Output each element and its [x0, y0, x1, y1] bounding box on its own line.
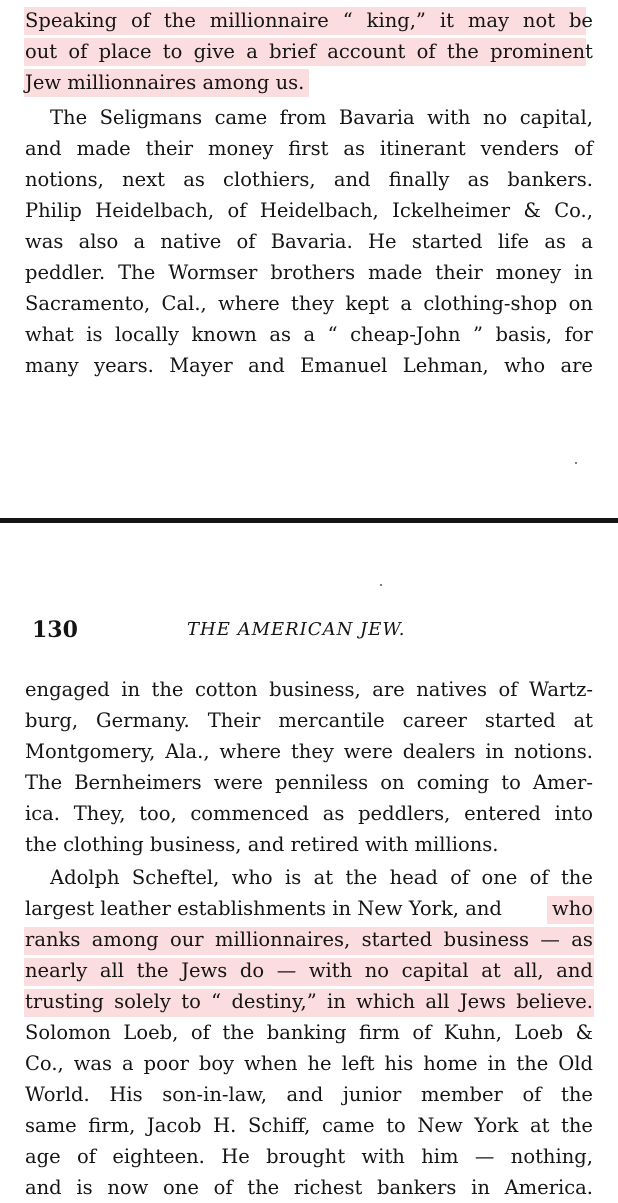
paragraph-line: Philip Heidelbach, of Heidelbach, Ickelheimer & Co.,: [25, 199, 593, 222]
paragraph-line: [25, 893, 593, 924]
paragraph-line: Montgomery, Ala., where they were dealers in notions.: [25, 740, 593, 763]
paragraph-line: Solomon Loeb, of the banking firm of Kuhn, Loeb &: [25, 1021, 593, 1044]
line-text: largest leather establishments in New York, and: [25, 897, 502, 920]
scan-speck: [380, 584, 382, 586]
paragraph-line: peddler. The Wormser brothers made their money in: [25, 261, 593, 284]
highlighted-text: who: [552, 897, 593, 920]
paragraph-line: age of eighteen. He brought with him — nothing,: [25, 1145, 593, 1168]
paragraph-line: ranks among our millionnaires, started business — as: [25, 928, 593, 951]
paragraph-line: World. His son-in-law, and junior member of the: [25, 1083, 593, 1106]
paragraph-line: Sacramento, Cal., where they kept a clothing-shop on: [25, 292, 593, 315]
paragraph-line: The Bernheimers were penniless on coming to Amer-: [25, 771, 593, 794]
running-title: THE AMERICAN JEW.: [187, 619, 406, 640]
paragraph-line: Speaking of the millionnaire “ king,” it may not be: [25, 9, 593, 32]
paragraph-line: and is now one of the richest bankers in America.: [25, 1176, 593, 1199]
paragraph-line: The Seligmans came from Bavaria with no capital,: [50, 106, 593, 129]
paragraph-line: engaged in the cotton business, are natives of Wartz-: [25, 678, 593, 701]
paragraph-line: out of place to give a brief account of the prominent: [25, 40, 593, 63]
paragraph-line: nearly all the Jews do — with no capital at all, and: [25, 959, 593, 982]
paragraph-line: the clothing business, and retired with millions.: [25, 833, 499, 856]
paragraph-line: what is locally known as a “ cheap-John ” basis, for: [25, 323, 593, 346]
paragraph-line: Co., was a poor boy when he left his home in the Old: [25, 1052, 593, 1075]
paragraph-line: ica. They, too, commenced as peddlers, entered into: [25, 802, 593, 825]
paragraph-line: Jew millionnaires among us.: [25, 71, 305, 94]
paragraph-line: notions, next as clothiers, and finally as bankers.: [25, 168, 593, 191]
paragraph-line: burg, Germany. Their mercantile career started at: [25, 709, 593, 732]
page-number: 130: [32, 617, 78, 643]
paragraph-line: many years. Mayer and Emanuel Lehman, who are: [25, 354, 593, 377]
top-page-fragment: [0, 0, 618, 518]
paragraph-line: Adolph Scheftel, who is at the head of one of the: [50, 866, 593, 889]
paragraph-line: same firm, Jacob H. Schiff, came to New York at the: [25, 1114, 593, 1137]
paragraph-line: and made their money first as itinerant venders of: [25, 137, 593, 160]
paragraph-line: was also a native of Bavaria. He started life as a: [25, 230, 593, 253]
scan-speck: [575, 462, 577, 464]
page-divider: [0, 518, 618, 523]
paragraph-line: trusting solely to “ destiny,” in which all Jews believe.: [25, 990, 593, 1013]
page-header: [32, 614, 592, 646]
